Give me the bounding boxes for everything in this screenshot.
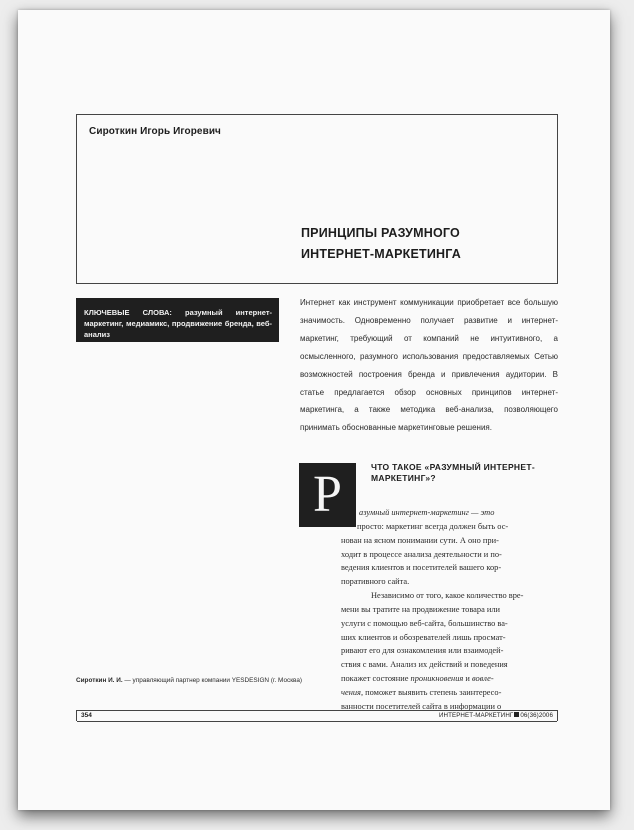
section-heading: ЧТО ТАКОЕ «РАЗУМНЫЙ ИНТЕРНЕТ-МАРКЕТИНГ»? — [371, 462, 535, 483]
body-line: просто: маркетинг всегда должен быть ос- — [357, 521, 509, 531]
body-line: ходит в процессе анализа деятельности и по- — [341, 549, 502, 559]
magazine-page — [18, 10, 610, 810]
footer-rule — [77, 721, 557, 722]
author-name-top: Сироткин Игорь Игоревич — [89, 126, 221, 137]
body-line: ривают его для ознакомления или взаимодей- — [341, 646, 504, 656]
body-text — [341, 506, 559, 714]
keywords-box: КЛЮЧЕВЫЕ СЛОВА: разумный интернет-маркетинг, медиамикс, продвижение бренда, веб-анализ — [76, 298, 279, 342]
page-footer — [76, 710, 558, 721]
body-fragment-italic: вовле- — [471, 674, 494, 684]
body-line: услуги с помощью веб-сайта, большинство ва- — [341, 618, 508, 628]
body-line: нован на ясном понимании сути. А оно при- — [341, 535, 499, 545]
body-line: ванности посетителей сайта в информации о — [341, 701, 502, 711]
body-fragment: и — [463, 674, 472, 684]
body-line: ствия с вами. Анализ их действий и поведения — [341, 660, 508, 670]
article-title-line-2: ИНТЕРНЕТ-МАРКЕТИНГА — [301, 247, 462, 261]
body-fragment: покажет состояние — [341, 674, 411, 684]
journal-name: ИНТЕРНЕТ-МАРКЕТИНГ — [438, 712, 514, 719]
body-line: поративного сайта. — [341, 577, 410, 587]
body-fragment: , поможет выявить степень заинтересо- — [360, 687, 502, 697]
body-line — [341, 506, 559, 520]
journal-info — [439, 712, 553, 719]
body-line — [341, 686, 559, 700]
author-note — [76, 677, 302, 684]
body-line: мени вы тратите на продвижение товара или — [341, 604, 501, 614]
article-title — [301, 223, 461, 265]
body-line: ведения клиентов и посетителей вашего кор- — [341, 563, 502, 573]
square-bullet-icon — [514, 712, 519, 717]
article-title-line-1: ПРИНЦИПЫ РАЗУМНОГО — [301, 226, 460, 240]
page-number: 354 — [81, 712, 92, 719]
author-note-name: Сироткин И. И. — [76, 677, 123, 684]
title-frame — [76, 114, 558, 284]
body-fragment-italic: проникновения — [410, 674, 464, 684]
body-line: Независимо от того, какое количество вре- — [371, 591, 524, 601]
journal-issue: 06(36)2006 — [520, 712, 553, 719]
body-line-italic: азумный интернет-маркетинг — это — [359, 508, 495, 517]
author-note-text: — управляющий партнер компании YESDESIGN (г. Москва) — [122, 677, 303, 684]
article-abstract: Интернет как инструмент коммуникации приобретает все большую значимость. Одновременно получает развитие и интернет-маркетинг, требующий от компаний не интуитивного, а осмысленного, разумного использования предоставляемых Сетью возможностей построения бренда и привлечения аудитории. В статье предлагается обзор основных принципов интернет-маркетинга, а также методика веб-анализа, позволяющего принимать обоснованные маркетинговые решения. — [300, 298, 558, 433]
body-line — [341, 672, 559, 686]
body-line: ших клиентов и обозревателей лишь просмат- — [341, 632, 506, 642]
body-fragment-italic: чения — [341, 687, 361, 697]
drop-cap-letter: Р — [299, 463, 356, 527]
